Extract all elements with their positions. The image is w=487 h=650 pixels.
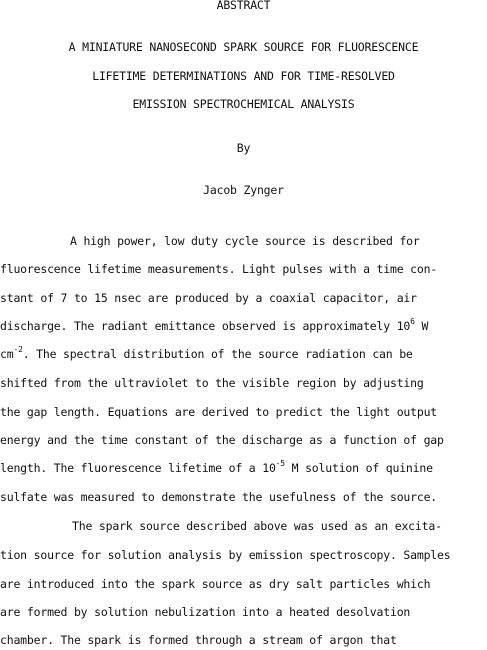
paragraph-line: A high power, low duty cycle source is described for	[70, 234, 420, 248]
title-line-3: EMISSION SPECTROCHEMICAL ANALYSIS	[132, 97, 355, 111]
title-line-2: LIFETIME DETERMINATIONS AND FOR TIME-RESOLVED	[92, 69, 395, 83]
paragraph-line: $cm^{-2}$. The spectral distribution of the source radiation can be	[0, 345, 413, 361]
byline: By	[236, 141, 251, 155]
abstract-heading: ABSTRACT	[216, 0, 271, 12]
superscript: -2	[13, 345, 23, 354]
paragraph-line: length. The fluorescence lifetime of a $10^{-5}$ M solution of quinine	[0, 459, 433, 475]
superscript: -5	[275, 459, 285, 468]
author-name: Jacob Zynger	[203, 183, 284, 197]
paragraph-line: The spark source described above was used as an excita-	[72, 519, 442, 533]
paragraph-line: are formed by solution nebulization into a heated desolvation	[0, 605, 411, 619]
paragraph-line: sulfate was measured to demonstrate the usefulness of the source.	[0, 490, 438, 504]
paragraph-line: discharge. The radiant emittance observed is approximately $10^6$ W	[0, 317, 429, 333]
paragraph-line: energy and the time constant of the discharge as a function of gap	[0, 433, 444, 447]
title-line-1: A MINIATURE NANOSECOND SPARK SOURCE FOR FLUORESCENCE	[68, 40, 419, 54]
paragraph-line: chamber. The spark is formed through a stream of argon that	[0, 633, 397, 647]
superscript: 6	[410, 317, 415, 326]
paragraph-line: stant of 7 to 15 nsec are produced by a coaxial capacitor, air	[0, 291, 417, 305]
paragraph-line: are introduced into the spark source as dry salt particles which	[0, 577, 431, 591]
paragraph-line: fluorescence lifetime measurements. Light pulses with a time con-	[0, 262, 438, 276]
paragraph-line: the gap length. Equations are derived to predict the light output	[0, 405, 438, 419]
paragraph-line: tion source for solution analysis by emission spectroscopy. Samples	[0, 548, 451, 562]
paragraph-line: shifted from the ultraviolet to the visible region by adjusting	[0, 376, 424, 390]
